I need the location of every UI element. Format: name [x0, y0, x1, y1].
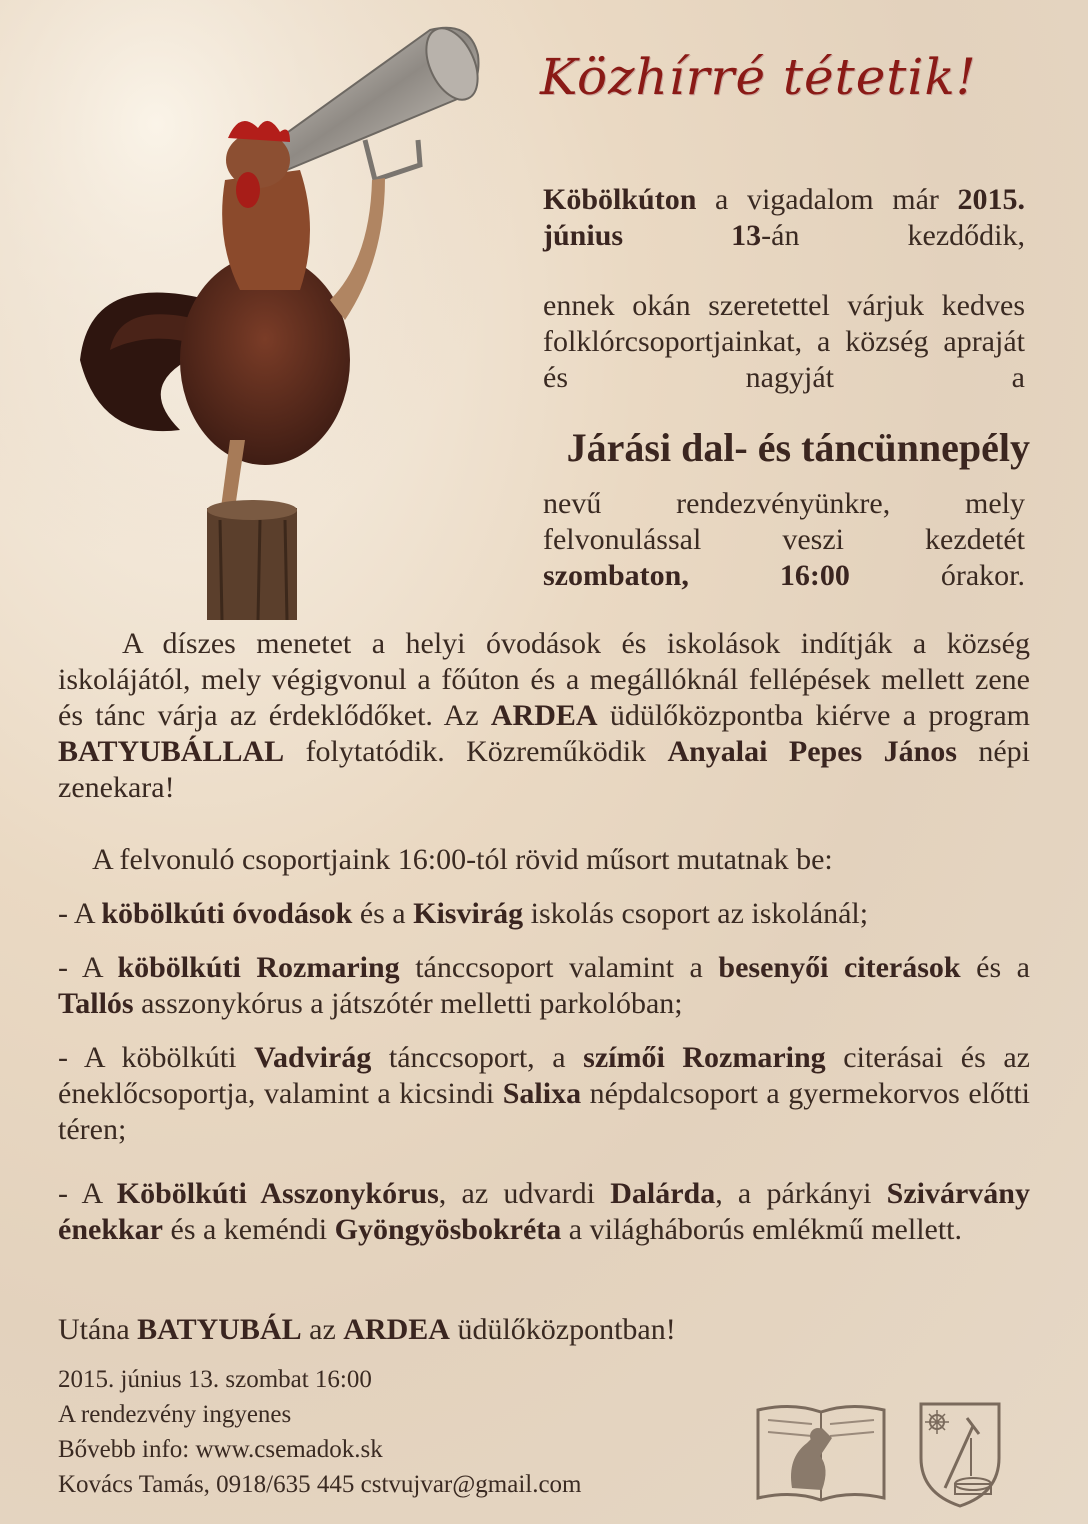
invitation-paragraph: ennek okán szeretettel várjuk kedves folklórcsoportjainkat, a község apraját és nagyját a — [543, 289, 1025, 394]
start-paragraph: nevű rendezvényünkre, mely felvonulással veszi kezdetét szombaton, 16:00 órakor. — [543, 487, 1025, 592]
footer-free-entry: A rendezvény ingyenes — [58, 1401, 292, 1428]
rooster-megaphone-illustration — [0, 0, 520, 620]
headline-title: Közhírré tétetik! — [540, 48, 977, 106]
footer-website: Bővebb info: www.csemadok.sk — [58, 1436, 383, 1463]
procession-paragraph: A díszes menetet a helyi óvodások és iskolások indítják a község iskolájától, mely végigvonul a főúton és a megállóknál fellépések mellett zene és tánc várja az érdeklődőket. Az ARDEA üdülőközpontba kiérve a program BATYUBÁLLAL folytatódik. Közreműködik Anyalai Pepes János népi zenekara! — [58, 627, 1030, 804]
footer-contact: Kovács Tamás, 0918/635 445 cstvujvar@gmail.com — [58, 1471, 582, 1498]
program-item-3: - A köbölkúti Vadvirág tánccsoport, a szímői Rozmaring citerásai és az éneklőcsoportja, valamint a kicsindi Salixa népdalcsoport a gyermekorvos előtti téren; — [58, 1041, 1031, 1146]
program-intro: A felvonuló csoportjaink 16:00-tól rövid műsort mutatnak be: — [92, 843, 833, 876]
program-item-1: - A köbölkúti óvodások és a Kisvirág iskolás csoport az iskolánál; — [58, 897, 869, 930]
event-name: Járási dal- és táncünnepély — [566, 425, 1030, 470]
intro-paragraph: Köbölkúton a vigadalom már 2015. június 13-án kezdődik, — [543, 183, 1025, 252]
footer-info — [58, 1362, 582, 1502]
program-item-2: - A köbölkúti Rozmaring tánccsoport valamint a besenyői citerások és a Tallós asszonykórus a játszótér melletti parkolóban; — [58, 951, 1030, 1020]
after-party-line: Utána BATYUBÁL az ARDEA üdülőközpontban! — [58, 1313, 676, 1346]
program-item-4: - A Köbölkúti Asszonykórus, az udvardi Dalárda, a párkányi Szivárvány énekkar és a keméndi Gyöngyösbokréta a világháborús emlékmű mellett. — [58, 1177, 1030, 1246]
csemadok-logo-icon — [752, 1398, 890, 1508]
footer-date: 2015. június 13. szombat 16:00 — [58, 1366, 372, 1393]
village-coat-of-arms-icon — [915, 1398, 1005, 1510]
